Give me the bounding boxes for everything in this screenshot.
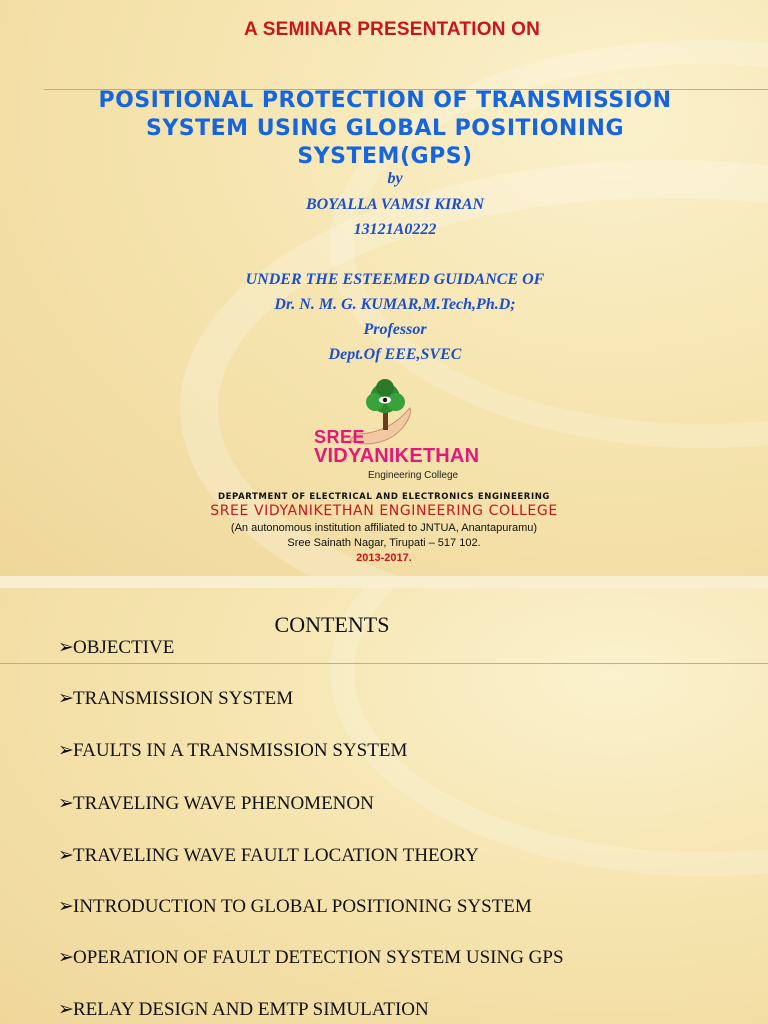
slide-divider — [0, 576, 768, 588]
affiliation: (An autonomous institution affiliated to JNTUA, Anantapuramu) — [230, 522, 538, 534]
title-line: SYSTEM USING GLOBAL POSITIONING — [145, 116, 624, 141]
college-name: SREE VIDYANIKETHAN ENGINEERING COLLEGE — [210, 503, 558, 519]
seminar-heading: A SEMINAR PRESENTATION ON — [244, 19, 540, 40]
guide-name: Dr. N. M. G. KUMAR,M.Tech,Ph.D; — [274, 296, 516, 313]
contents-slide — [0, 588, 768, 1024]
department-name: DEPARTMENT OF ELECTRICAL AND ELECTRONICS ENGINEERING — [217, 492, 551, 502]
logo-vidyanikethan-text: VIDYANIKETHAN — [314, 445, 480, 467]
list-item — [58, 844, 479, 867]
arrow-bullet-icon: ➢ — [58, 896, 74, 917]
college-address: Sree Sainath Nagar, Tirupati – 517 102. — [287, 537, 481, 549]
list-item — [58, 792, 374, 815]
list-item — [58, 895, 532, 918]
batch-years: 2013-2017. — [356, 552, 412, 564]
arrow-bullet-icon: ➢ — [58, 999, 74, 1020]
roll-number: 13121A0222 — [353, 221, 437, 238]
list-item-label: FAULTS IN A TRANSMISSION SYSTEM — [73, 740, 408, 761]
arrow-bullet-icon: ➢ — [58, 793, 74, 814]
arrow-bullet-icon: ➢ — [58, 845, 74, 866]
list-item-label: TRAVELING WAVE PHENOMENON — [73, 793, 374, 814]
arrow-bullet-icon: ➢ — [58, 947, 74, 968]
list-item-label: OBJECTIVE — [73, 637, 175, 658]
list-item-label: OPERATION OF FAULT DETECTION SYSTEM USING GPS — [73, 947, 564, 968]
title-line: POSITIONAL PROTECTION OF TRANSMISSION — [98, 88, 672, 113]
contents-rule — [0, 663, 768, 664]
list-item — [58, 687, 293, 710]
guide-designation: Professor — [363, 321, 427, 338]
author-name: BOYALLA VAMSI KIRAN — [305, 196, 485, 213]
list-item-label: INTRODUCTION TO GLOBAL POSITIONING SYSTEM — [73, 896, 532, 917]
logo-subtitle: Engineering College — [368, 470, 459, 481]
arrow-bullet-icon: ➢ — [58, 740, 74, 761]
list-item — [58, 636, 174, 659]
list-item-label: TRANSMISSION SYSTEM — [73, 688, 294, 709]
title-line: SYSTEM(GPS) — [297, 144, 473, 169]
logo-sree-text: SREE — [314, 427, 366, 447]
guide-department: Dept.Of EEE,SVEC — [328, 346, 462, 363]
arrow-bullet-icon: ➢ — [58, 637, 74, 658]
arrow-bullet-icon: ➢ — [58, 688, 74, 709]
presentation-title — [40, 87, 730, 171]
list-item-label: TRAVELING WAVE FAULT LOCATION THEORY — [73, 845, 479, 866]
list-item-label: RELAY DESIGN AND EMTP SIMULATION — [73, 999, 429, 1020]
contents-heading: CONTENTS — [274, 612, 390, 637]
guidance-label: UNDER THE ESTEEMED GUIDANCE OF — [245, 271, 545, 288]
list-item — [58, 998, 429, 1021]
list-item — [58, 946, 564, 969]
by-label: by — [387, 170, 403, 187]
list-item — [58, 739, 407, 762]
college-logo — [312, 378, 480, 486]
